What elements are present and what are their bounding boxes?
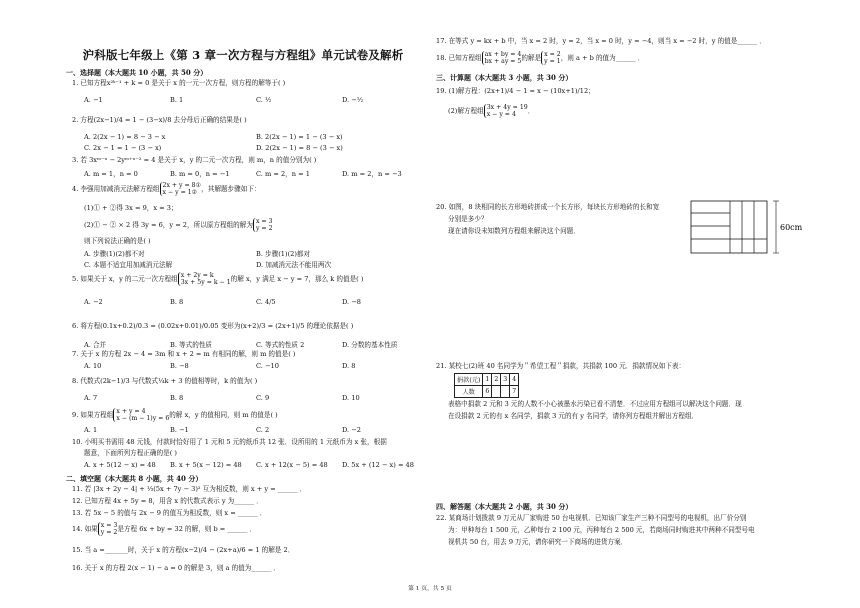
- option-d: D. −½: [342, 96, 364, 104]
- solution-x: x = 3: [100, 522, 118, 529]
- table-cell: 7: [510, 386, 519, 398]
- question-10-line2: 题意，下面所列方程正确的是( ): [84, 449, 177, 457]
- equation-2: x − (m − 1)y = 6: [116, 415, 170, 422]
- section-choice-heading: 一、选择题（本大题共 10 小题，共 50 分）: [66, 68, 208, 77]
- option-d: D. 5x + (12 − x) = 48: [342, 461, 414, 469]
- equation-1: x + y = 4: [116, 408, 146, 415]
- question-3: 3. 若 3xᵐ⁻ⁿ − 2yᵐ⁺ⁿ⁻² = 4 是关于 x，y 的二元一次方程，则 m，n 的值分别为( ): [72, 156, 317, 164]
- question-19-tail: ．: [527, 107, 535, 115]
- question-4-stem: 4. 李强用加减消元法解方程组: [72, 185, 160, 193]
- option-a: A. m = 1，n = 0: [84, 170, 138, 178]
- option-a: A. 步骤(1)(2)都不对: [84, 250, 145, 258]
- donation-table: [454, 373, 519, 398]
- option-c: C. 4/5: [256, 298, 276, 306]
- option-c: C. 2x − 1 = 1 − (3 − x): [84, 144, 162, 152]
- solution-y: y = 1: [544, 58, 561, 65]
- question-4-step2: [84, 218, 273, 232]
- solution-y: y = 2: [100, 529, 118, 536]
- option-b: B. −8: [170, 362, 189, 370]
- question-21-line2: 表格中捐款 2 元和 3 元的人数不小心被墨水污染已看不清楚．不过应用方程组可以解决这个问题．现: [448, 400, 742, 408]
- option-b: B. 2(2x − 1) = 1 − (3 − x): [256, 133, 343, 141]
- question-14-tail: 是方程 6x + by = 32 的解，则 b = ______ ．: [117, 525, 256, 533]
- question-4-tail: ，其解题步骤如下：: [201, 185, 261, 193]
- question-18: [436, 51, 644, 65]
- question-12: 12. 已知方程 4x + 5y = 8，用含 x 的代数式表示 y 为______ ．: [72, 497, 263, 505]
- option-b: B. 1: [170, 96, 184, 104]
- option-c: C. 9: [256, 394, 270, 402]
- question-14: [72, 522, 256, 536]
- question-20-line3: 现在请你设未知数列方程组来解决这个问题．: [448, 227, 580, 235]
- option-c: C. x + 12(x − 5) = 48: [256, 461, 328, 469]
- option-b: B. m = 0，n = −1: [170, 170, 230, 178]
- question-8: 8. 代数式(2k−1)/3 与代数式¼k + 3 的值相等时，k 的值为( ): [72, 377, 258, 385]
- option-a: A. 1: [84, 426, 98, 434]
- figure-dimension-label: 60cm: [780, 223, 803, 232]
- question-2: 2. 方程(2x−1)/4 = 1 − (3−x)/8 去分母后正确的结果是( ): [72, 116, 247, 124]
- option-c: C. 2: [256, 426, 270, 434]
- option-d: D. 分数的基本性质: [342, 341, 398, 349]
- option-a: A. −2: [84, 298, 103, 306]
- question-21-line1: 21. 某校七(2)班 40 名同学为＂希望工程＂捐款，共捐款 100 元．捐款情况如下表：: [436, 362, 686, 370]
- option-b: B. 等式的性质: [170, 341, 213, 349]
- table-row: [455, 386, 519, 398]
- option-d: D. 10: [342, 394, 360, 402]
- question-13: 13. 若 5x − 5 的值与 2x − 9 的值互为相反数，则 x = ______ ．: [72, 509, 267, 517]
- equation-2: bx + ay = 5: [484, 58, 522, 65]
- option-c: C. ½: [256, 96, 272, 104]
- option-c: C. 本题不适宜用加减消元法解: [84, 261, 173, 269]
- option-b: B. −1: [170, 426, 189, 434]
- option-c: C. m = 2，n = 1: [256, 170, 310, 178]
- solution-x: x = 2: [544, 51, 561, 58]
- table-cell: 4: [510, 374, 519, 386]
- question-22-line1: 22. 某商场计划拨款 9 万元从厂家购进 50 台电视机．已知该厂家生产三种不同型号的电视机，出厂价分别: [436, 514, 747, 522]
- equation-2: x − y = 4: [486, 111, 516, 118]
- question-18-tail: ，则 a + b 的值为______ ．: [560, 54, 645, 62]
- equation-2: x − y = 1②: [162, 189, 198, 196]
- section-answer-heading: 四、解答题（本大题共 2 小题，共 30 分）: [436, 502, 573, 511]
- table-cell: 2: [492, 374, 501, 386]
- table-cell: 3: [501, 374, 510, 386]
- question-9-tail: 的解 x，y 的值相同，则 m 的值是( ): [169, 411, 278, 419]
- question-18-mid: 的解是: [521, 54, 542, 62]
- equation-1: x + 2y = k: [180, 272, 214, 279]
- question-16: 16. 关于 x 的方程 2(x − 1) − a = 0 的解是 3，则 a 的值为______ ．: [72, 564, 280, 572]
- question-11: 11. 若 |3x + 2y − 4| + ⅓(5x + 7y − 3)² 互为相反数，则 x + y = ______ ．: [72, 485, 307, 493]
- question-4-prompt: 则下列说法正确的是( ): [84, 237, 151, 245]
- table-cell: [492, 386, 501, 398]
- question-14-stem: 14. 如果: [72, 525, 98, 533]
- question-4: [72, 182, 261, 196]
- table-cell: 1: [483, 374, 492, 386]
- question-22-line2: 为：甲种每台 1 500 元，乙种每台 2 100 元，丙种每台 2 500 元，若商场同时购进其中两种不同型号电: [448, 526, 755, 534]
- option-c: C. 等式的性质 2: [256, 341, 305, 349]
- question-20-line1: 20. 如图，8 块相同的长方形地砖拼成一个长方形，每块长方形地砖的长和宽: [436, 203, 660, 211]
- question-1: 1. 已知方程x²ᵏ⁻¹ + k = 0 是关于 x 的一元一次方程，则方程的解等于( ): [72, 79, 286, 87]
- question-9-stem: 9. 如果方程组: [72, 411, 114, 419]
- option-d: D. 加减消元法不能用两次: [256, 261, 332, 269]
- step2-text: (2)① − ② × 2 得 3y = 6，y = 2，所以原方程组的解为: [84, 221, 253, 229]
- option-c: C. −10: [256, 362, 279, 370]
- table-header-donation: 捐款(元): [455, 374, 483, 386]
- solution-system: [541, 51, 561, 65]
- question-5: [72, 272, 363, 286]
- solution-y: y = 2: [255, 225, 273, 232]
- option-a: A. 合并: [84, 341, 107, 349]
- option-b: B. 8: [170, 394, 184, 402]
- question-19-part1: 19. (1)解方程：(2x+1)/4 − 1 = x − (10x+1)/12；: [436, 87, 595, 95]
- question-19-part2-label: (2)解方程组: [448, 107, 484, 115]
- question-19-part2: [448, 104, 534, 118]
- section-fill-heading: 二、填空题（本大题共 8 小题，共 40 分）: [66, 474, 203, 483]
- option-d: D. −8: [342, 298, 361, 306]
- equation-system: [482, 51, 522, 65]
- option-b: B. 8: [170, 298, 184, 306]
- question-22-line3: 视机共 50 台，用去 9 万元，请你研究一下商场的进货方案．: [448, 538, 628, 546]
- question-5-tail: 的解 x，y 满足 x − y = 7，那么 k 的值是( ): [230, 275, 364, 283]
- question-9: [72, 408, 278, 422]
- option-d: D. −2: [342, 426, 361, 434]
- equation-1: 2x + y = 8①: [162, 182, 202, 189]
- equation-system: [484, 104, 528, 118]
- question-21-line3: 在设捐款 2 元的有 x 名同学，捐款 3 元的有 y 名同学，请你列方程组并解出方程组．: [448, 412, 699, 420]
- solution-x: x = 3: [255, 218, 273, 225]
- option-d: D. 8: [342, 362, 356, 370]
- table-cell: [501, 386, 510, 398]
- option-d: D. m = 2，n = −3: [342, 170, 402, 178]
- question-15: 15. 当 a =_______时，关于 x 的方程(x−2)/4 − (2x+a)/6 = 1 的解是 2．: [72, 546, 295, 554]
- equation-system: [160, 182, 202, 196]
- question-4-step1: (1)① + ②得 3x = 9，x = 3；: [84, 204, 178, 212]
- question-17: 17. 在等式 y = kx + b 中，当 x = 2 时，y = 2，当 x = 0 时，y = −4，则当 x = −2 时，y 的值是______ ．: [436, 37, 766, 45]
- solution-system: [253, 218, 273, 232]
- exam-title: 沪科版七年级上《第 3 章一次方程与方程组》单元试卷及解析: [82, 48, 404, 62]
- table-row: [455, 374, 519, 386]
- question-10-line1: 10. 小明买书需用 48 元钱，付款时恰好用了 1 元和 5 元的纸币共 12 张．设所用的 1 元纸币为 x 张，根据: [72, 438, 387, 446]
- option-a: A. 10: [84, 362, 102, 370]
- section-calc-heading: 三、计算题（本大题共 3 小题，共 30 分）: [436, 73, 573, 82]
- equation-system: [113, 408, 169, 422]
- question-18-stem: 18. 已知方程组: [436, 54, 482, 62]
- question-5-stem: 5. 如果关于 x，y 的二元一次方程组: [72, 275, 178, 283]
- option-a: A. 7: [84, 394, 98, 402]
- equation-1: ax + by = 4: [484, 51, 522, 58]
- option-a: A. x + 5(12 − x) = 48: [84, 461, 156, 469]
- option-a: A. −1: [84, 96, 103, 104]
- table-cell: 6: [483, 386, 492, 398]
- question-20-line2: 分别是多少？: [448, 215, 488, 223]
- equation-1: 3x + 4y = 19: [486, 104, 528, 111]
- option-a: A. 2(2x − 1) = 8 − 3 − x: [84, 133, 166, 141]
- option-b: B. x + 5(x − 12) = 48: [170, 461, 242, 469]
- table-header-count: 人数: [455, 386, 483, 398]
- option-d: D. 2(2x − 1) = 8 − (3 − x): [256, 144, 343, 152]
- option-b: B. 步骤(1)(2)都对: [256, 250, 311, 258]
- equation-2: 3x + 5y = k − 1: [180, 279, 231, 286]
- page-footer: 第 1 页，共 5 页: [408, 586, 452, 592]
- equation-system: [178, 272, 231, 286]
- question-7: 7. 关于 x 的方程 2x − 4 = 3m 和 x + 2 = m 有相同的解，则 m 的值是( ): [72, 350, 296, 358]
- question-6: 6. 将方程(0.1x+0.2)/0.3 = (0.02x+0.01)/0.05 变形为(x+2)/3 = (2x+1)/5 的理论依据是( ): [72, 322, 354, 330]
- solution-system: [98, 522, 118, 536]
- tile-figure: [690, 199, 808, 257]
